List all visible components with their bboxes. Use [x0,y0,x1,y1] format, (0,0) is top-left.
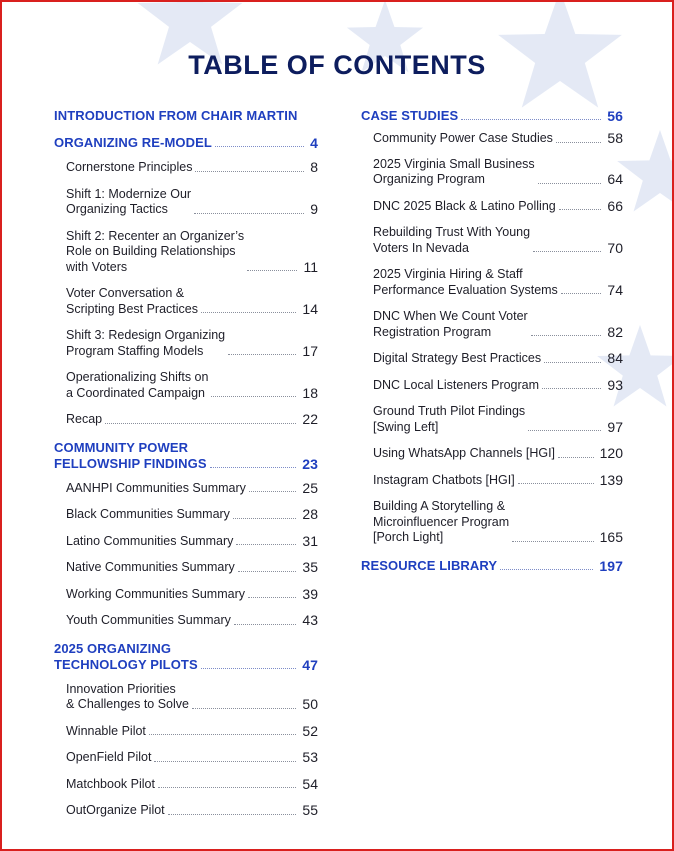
dot-leader [201,312,296,313]
entry-title: Ground Truth Pilot Findings [Swing Left] [373,404,526,434]
entry-page: 25 [302,479,318,496]
dot-leader [249,491,297,492]
dot-leader [238,571,297,572]
toc-entry[interactable] [66,560,318,576]
dot-leader [528,430,601,431]
entry-page: 93 [607,376,623,393]
entry-title: Digital Strategy Best Practices [373,351,542,365]
entry-title: Working Communities Summary [66,586,245,601]
toc-entry[interactable] [66,229,318,276]
dot-leader [211,396,296,397]
entry-title: Winnable Pilot [66,723,146,738]
entry-page: 120 [599,445,623,461]
toc-entry[interactable] [66,412,318,428]
toc-right-column [361,108,623,574]
entry-title: Recap [66,412,103,426]
entry-page: 11 [303,258,318,275]
entry-page: 52 [302,722,318,739]
section-page: 47 [302,656,318,673]
entry-page: 53 [302,749,318,765]
dot-leader [233,518,296,519]
entry-title: DNC When We Count Voter Registration Program [373,309,528,339]
toc-section-tech-pilots[interactable] [54,641,318,673]
toc-sublist-case-studies [361,131,623,546]
toc-entry[interactable] [373,404,623,435]
entry-page: 31 [302,532,318,549]
toc-entry[interactable] [66,587,318,603]
entry-title: Using WhatsApp Channels [HGI] [373,446,556,460]
dot-leader [234,624,297,625]
toc-entry[interactable] [373,199,623,215]
entry-page: 39 [302,585,318,602]
entry-title: Rebuilding Trust With Young Voters In Nevada [373,225,531,255]
entry-title: 2025 Virginia Small Business Organizing Program [373,156,535,186]
toc-entry[interactable] [66,370,318,401]
entry-page: 165 [599,529,623,545]
dot-leader [210,467,297,468]
toc-entry[interactable] [66,286,318,317]
dot-leader [556,142,601,143]
page-title: TABLE OF CONTENTS [188,50,486,80]
section-page: 23 [302,455,318,472]
entry-page: 64 [607,171,623,187]
entry-page: 97 [607,418,623,435]
toc-entry[interactable] [66,682,318,713]
entry-title: Youth Communities Summary [66,613,231,627]
entry-page: 9 [310,201,318,217]
entry-title: Shift 3: Redesign Organizing Program Staffing Models [66,328,226,358]
dot-leader [168,814,297,815]
dot-leader [542,388,601,389]
section-title: 2025 ORGANIZING TECHNOLOGY PILOTS [54,640,198,672]
dot-leader [533,251,601,252]
toc-entry[interactable] [373,225,623,256]
section-title: CASE STUDIES [361,108,459,123]
dot-leader [228,354,296,355]
toc-entry[interactable] [66,328,318,359]
section-page: 56 [607,108,623,124]
toc-entry[interactable] [66,481,318,497]
entry-title: Building A Storytelling & Microinfluencer Program [Porch Light] [373,499,510,544]
toc-section-resource-library[interactable] [361,558,623,574]
entry-page: 70 [607,239,623,256]
entry-title: Operationalizing Shifts on a Coordinated Campaign [66,370,209,400]
entry-page: 18 [302,384,318,401]
toc-entry[interactable] [373,378,623,394]
dot-leader [195,171,304,172]
entry-page: 82 [607,323,623,340]
section-page: 197 [599,557,623,574]
entry-page: 74 [607,281,623,298]
entry-title: Black Communities Summary [66,507,230,521]
entry-page: 35 [302,559,318,575]
toc-entry[interactable] [373,446,623,462]
dot-leader [194,213,304,214]
dot-leader [149,734,297,735]
dot-leader [154,761,296,762]
dot-leader [561,293,602,294]
entry-title: OutOrganize Pilot [66,803,165,817]
toc-sublist-tech-pilots [54,682,318,819]
entry-title: Latino Communities Summary [66,533,234,548]
entry-page: 8 [310,159,318,175]
toc-entry[interactable] [66,187,318,218]
dot-leader [544,362,601,363]
entry-title: Native Communities Summary [66,560,235,574]
dot-leader [247,270,297,271]
dot-leader [215,146,304,147]
entry-title: Voter Conversation & Scripting Best Practices [66,286,198,316]
entry-page: 14 [302,300,318,317]
toc-entry[interactable] [66,777,318,793]
toc-entry[interactable] [66,724,318,740]
section-title: COMMUNITY POWER FELLOWSHIP FINDINGS [54,439,207,471]
dot-leader [192,708,296,709]
entry-title: Cornerstone Principles [66,160,193,174]
entry-title: Matchbook Pilot [66,776,155,791]
entry-title: DNC 2025 Black & Latino Polling [373,198,556,213]
toc-section-fellowship[interactable] [54,440,318,472]
dot-leader [538,183,602,184]
dot-leader [518,483,594,484]
dot-leader [500,569,593,570]
entry-page: 55 [302,802,318,818]
toc-entry[interactable] [66,803,318,819]
toc-sublist-organizing [54,160,318,428]
entry-title: Community Power Case Studies [373,131,553,145]
toc-section-organizing[interactable] [54,135,318,151]
toc-entry[interactable] [373,351,623,367]
entry-page: 28 [302,506,318,522]
toc-section-case-studies[interactable] [361,108,623,124]
entry-page: 54 [302,775,318,792]
dot-leader [248,597,296,598]
entry-page: 50 [302,696,318,712]
dot-leader [201,668,296,669]
entry-page: 66 [607,197,623,214]
dot-leader [105,423,296,424]
entry-page: 17 [302,342,318,359]
dot-leader [559,209,602,210]
toc-entry[interactable] [373,267,623,298]
dot-leader [461,119,601,120]
toc-entry[interactable] [66,750,318,766]
entry-title: AANHPI Communities Summary [66,480,246,495]
entry-title: Shift 1: Modernize Our Organizing Tactics [66,186,192,216]
entry-title: Innovation Priorities & Challenges to Solve [66,681,189,711]
entry-page: 84 [607,350,623,366]
toc-left-column [54,108,318,819]
toc-sublist-fellowship [54,481,318,629]
section-title: RESOURCE LIBRARY [361,557,498,573]
dot-leader [558,457,594,458]
section-title: INTRODUCTION FROM CHAIR MARTIN [54,108,298,123]
toc-entry[interactable] [66,613,318,629]
dot-leader [236,544,296,545]
toc-entry[interactable] [66,507,318,523]
section-page: 4 [310,135,318,151]
entry-page: 43 [302,612,318,628]
toc-entry[interactable] [373,309,623,340]
toc-entry[interactable] [373,131,623,147]
entry-page: 139 [599,471,623,488]
toc-entry[interactable] [373,157,623,188]
entry-title: OpenField Pilot [66,750,152,764]
dot-leader [158,787,296,788]
toc-section-intro[interactable] [54,108,318,124]
dot-leader [512,541,593,542]
entry-title: Instagram Chatbots [HGI] [373,472,515,487]
toc-entry[interactable] [66,160,318,176]
toc-entry[interactable] [373,499,623,546]
entry-title: Shift 2: Recenter an Organizer’s Role on Building Relationships with Voters [66,228,245,274]
entry-page: 22 [302,411,318,427]
entry-title: DNC Local Listeners Program [373,377,540,392]
toc-entry[interactable] [66,534,318,550]
entry-title: 2025 Virginia Hiring & Staff Performance Evaluation Systems [373,267,558,297]
toc-entry[interactable] [373,473,623,489]
section-title: ORGANIZING RE-MODEL [54,135,212,150]
entry-page: 58 [607,130,623,146]
dot-leader [531,335,602,336]
